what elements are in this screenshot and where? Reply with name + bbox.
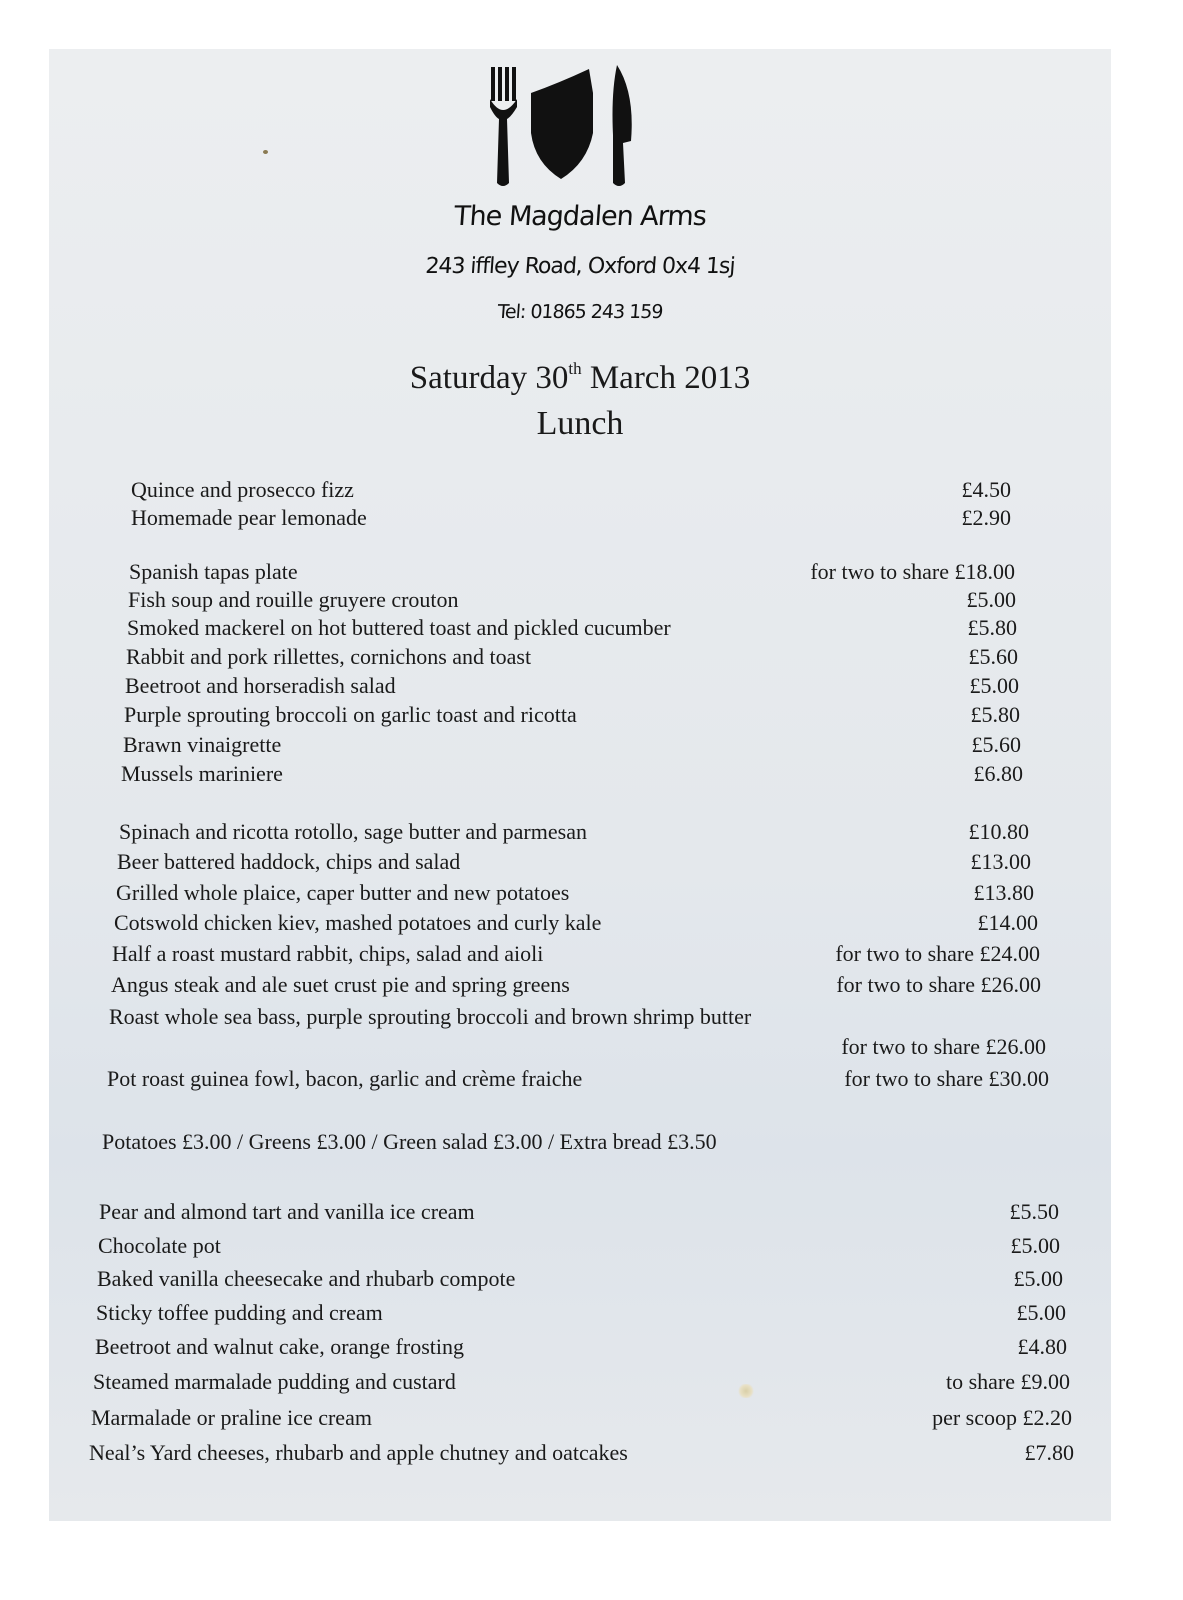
item-name: Smoked mackerel on hot buttered toast and pickled cucumber (127, 615, 671, 640)
item-price: £5.60 (971, 732, 1021, 757)
item-price: £4.80 (1017, 1334, 1067, 1359)
menu-item (117, 849, 1031, 881)
item-name: Pear and almond tart and vanilla ice cream (99, 1199, 475, 1224)
menu-item (123, 732, 1021, 764)
menu-item (111, 972, 1041, 1004)
menu-item (107, 1066, 1049, 1098)
item-name: Chocolate pot (98, 1233, 221, 1258)
paper-speck (263, 150, 268, 154)
item-name: Spinach and ricotta rotollo, sage butter and parmesan (119, 819, 587, 844)
item-name: Cotswold chicken kiev, mashed potatoes and curly kale (114, 910, 602, 935)
item-name: Steamed marmalade pudding and custard (93, 1369, 456, 1394)
item-price: for two to share £26.00 (841, 1034, 1046, 1059)
pub-name: The Magdalen Arms (453, 201, 707, 232)
menu-item (119, 819, 1029, 851)
item-name: Marmalade or praline ice cream (91, 1405, 372, 1430)
item-name: Angus steak and ale suet crust pie and spring greens (111, 972, 570, 997)
item-price: £7.80 (1024, 1440, 1074, 1465)
menu-item (99, 1199, 1059, 1231)
item-price: £4.50 (961, 477, 1011, 502)
item-price: £5.00 (1010, 1233, 1060, 1258)
item-name: Homemade pear lemonade (131, 505, 367, 530)
menu-item (126, 644, 1018, 676)
menu-item (89, 1440, 1074, 1472)
item-name: Brawn vinaigrette (123, 732, 282, 757)
item-price: for two to share £26.00 (836, 972, 1041, 997)
item-name: Neal’s Yard cheeses, rhubarb and apple chutney and oatcakes (89, 1440, 628, 1465)
item-name: Pot roast guinea fowl, bacon, garlic and crème fraiche (107, 1066, 583, 1091)
date-ordinal-suffix: th (568, 359, 582, 378)
menu-meal-title: Lunch (536, 405, 624, 442)
item-price: £5.80 (967, 615, 1017, 640)
item-price: £2.90 (961, 505, 1011, 530)
item-price: to share £9.00 (945, 1369, 1070, 1394)
menu-item (93, 1369, 1070, 1401)
item-name: Beetroot and horseradish salad (125, 673, 396, 698)
item-price: £14.00 (977, 910, 1038, 935)
date-month-year: March 2013 (589, 360, 751, 396)
item-name: Half a roast mustard rabbit, chips, salad and aioli (112, 941, 544, 966)
menu-item (112, 941, 1040, 973)
menu-item (91, 1405, 1072, 1437)
item-price: per scoop £2.20 (932, 1405, 1072, 1430)
item-name: Beer battered haddock, chips and salad (117, 849, 461, 874)
menu-item (121, 761, 1023, 793)
menu-item (97, 1266, 1063, 1298)
menu-date (49, 359, 1111, 397)
item-name: Grilled whole plaice, caper butter and new potatoes (116, 880, 570, 905)
paper-stain (737, 1384, 755, 1398)
menu-item (125, 673, 1019, 705)
item-name: Fish soup and rouille gruyere crouton (128, 587, 459, 612)
menu-item (109, 1034, 1046, 1066)
item-name: Purple sprouting broccoli on garlic toast and ricotta (124, 702, 577, 727)
item-price: £5.00 (1016, 1300, 1066, 1325)
item-price: for two to share £24.00 (835, 941, 1040, 966)
item-price: £13.80 (973, 880, 1034, 905)
item-price: £6.80 (973, 761, 1023, 786)
item-name: Beetroot and walnut cake, orange frosting (95, 1334, 464, 1359)
item-price: £10.80 (968, 819, 1029, 844)
item-price: for two to share £18.00 (810, 559, 1015, 584)
pub-telephone: Tel: 01865 243 159 (496, 301, 664, 323)
item-name: Mussels mariniere (121, 761, 283, 786)
menu-item (114, 910, 1038, 942)
side-dishes-line: Potatoes £3.00 / Greens £3.00 / Green salad £3.00 / Extra bread £3.50 (102, 1129, 717, 1154)
fork-shield-knife-logo-icon (489, 63, 639, 193)
menu-item (131, 505, 1011, 537)
item-name: Quince and prosecco fizz (131, 477, 354, 502)
item-price: £5.80 (970, 702, 1020, 727)
item-name: Sticky toffee pudding and cream (96, 1300, 383, 1325)
item-name: Spanish tapas plate (129, 559, 298, 584)
menu-item (96, 1300, 1066, 1332)
item-name: Rabbit and pork rillettes, cornichons and toast (126, 644, 532, 669)
item-name: Roast whole sea bass, purple sprouting broccoli and brown shrimp butter (109, 1004, 752, 1029)
item-price: £5.00 (1013, 1266, 1063, 1291)
pub-address: 243 iffley Road, Oxford 0x4 1sj (424, 254, 736, 279)
menu-item (98, 1233, 1060, 1265)
item-price: £5.50 (1009, 1199, 1059, 1224)
item-price: £5.00 (969, 673, 1019, 698)
menu-item (116, 880, 1034, 912)
menu-item (124, 702, 1020, 734)
menu-sheet (49, 49, 1111, 1521)
date-prefix: Saturday 30 (409, 360, 569, 396)
menu-item (95, 1334, 1067, 1366)
item-price: £13.00 (970, 849, 1031, 874)
item-price: £5.60 (968, 644, 1018, 669)
item-price: £5.00 (966, 587, 1016, 612)
item-name: Baked vanilla cheesecake and rhubarb compote (97, 1266, 516, 1291)
menu-item (109, 1004, 1043, 1036)
item-price: for two to share £30.00 (844, 1066, 1049, 1091)
menu-item (127, 615, 1017, 647)
